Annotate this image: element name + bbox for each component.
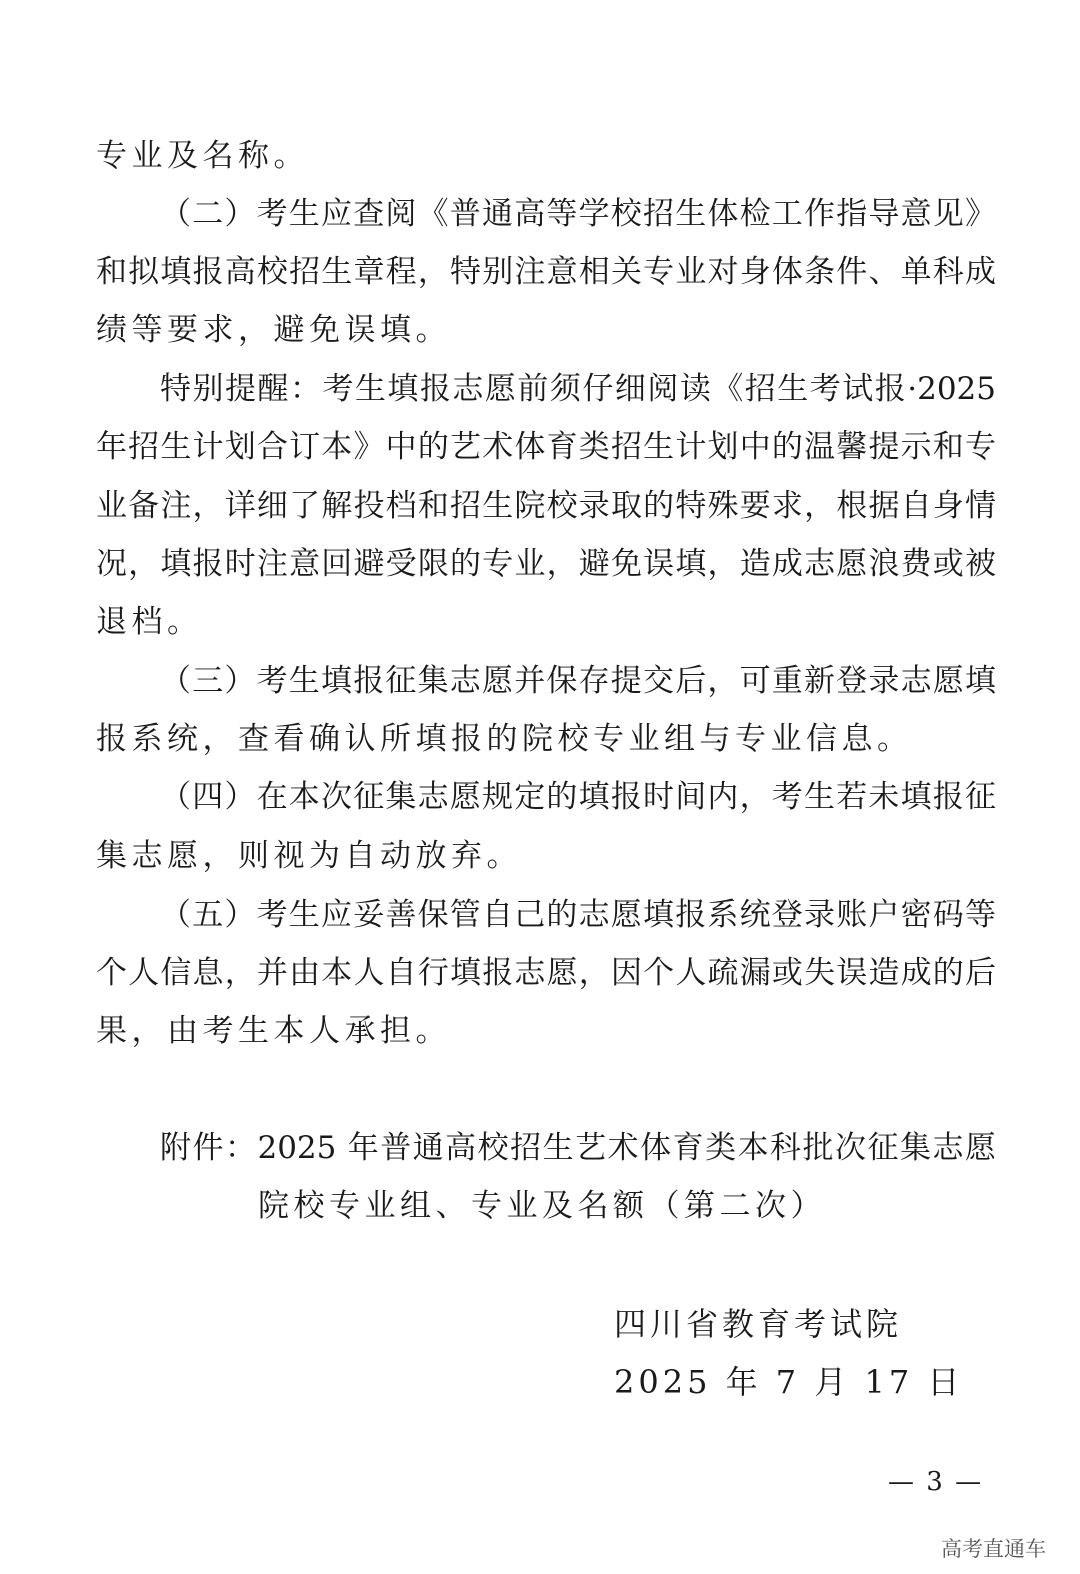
paragraph-line: 集志愿，则视为自动放弃。 <box>96 838 522 874</box>
paragraph-line: 年招生计划合订本》中的艺术体育类招生计划中的温馨提示和专 <box>96 429 996 465</box>
paragraph-line: 个人信息，并由本人自行填报志愿，因个人疏漏或失误造成的后 <box>96 955 996 991</box>
paragraph-line: 绩等要求，避免误填。 <box>96 312 451 348</box>
issuing-organization: 四川省教育考试院 <box>614 1305 903 1343</box>
page-number: — 3 — <box>888 1467 984 1497</box>
paragraph-line: 和拟填报高校招生章程，特别注意相关专业对身体条件、单科成 <box>96 254 996 290</box>
watermark-text: 高考直通车 <box>941 1537 1046 1561</box>
attachment-line: 附件：2025 年普通高校招生艺术体育类本科批次征集志愿 <box>160 1130 996 1166</box>
paragraph-line: （三）考生填报征集志愿并保存提交后，可重新登录志愿填 <box>160 663 996 699</box>
paragraph-line: 特别提醒：考生填报志愿前须仔细阅读《招生考试报·2025 <box>160 371 996 407</box>
paragraph-line: （四）在本次征集志愿规定的填报时间内，考生若未填报征 <box>160 779 996 815</box>
paragraph-line: 业备注，详细了解投档和招生院校录取的特殊要求，根据自身情 <box>96 488 996 524</box>
issue-date: 2025 年 7 月 17 日 <box>614 1363 964 1401</box>
paragraph-line: 果，由考生本人承担。 <box>96 1013 451 1049</box>
attachment-line: 院校专业组、专业及名额（第二次） <box>258 1188 826 1224</box>
paragraph-line: （二）考生应查阅《普通高等学校招生体检工作指导意见》 <box>160 196 996 232</box>
paragraph-line: 专业及名称。 <box>96 138 309 174</box>
paragraph-line: 退档。 <box>96 604 203 640</box>
paragraph-line: 况，填报时注意回避受限的专业，避免误填，造成志愿浪费或被 <box>96 546 996 582</box>
paragraph-line: 报系统，查看确认所填报的院校专业组与专业信息。 <box>96 721 913 757</box>
paragraph-line: （五）考生应妥善保管自己的志愿填报系统登录账户密码等 <box>160 897 996 933</box>
